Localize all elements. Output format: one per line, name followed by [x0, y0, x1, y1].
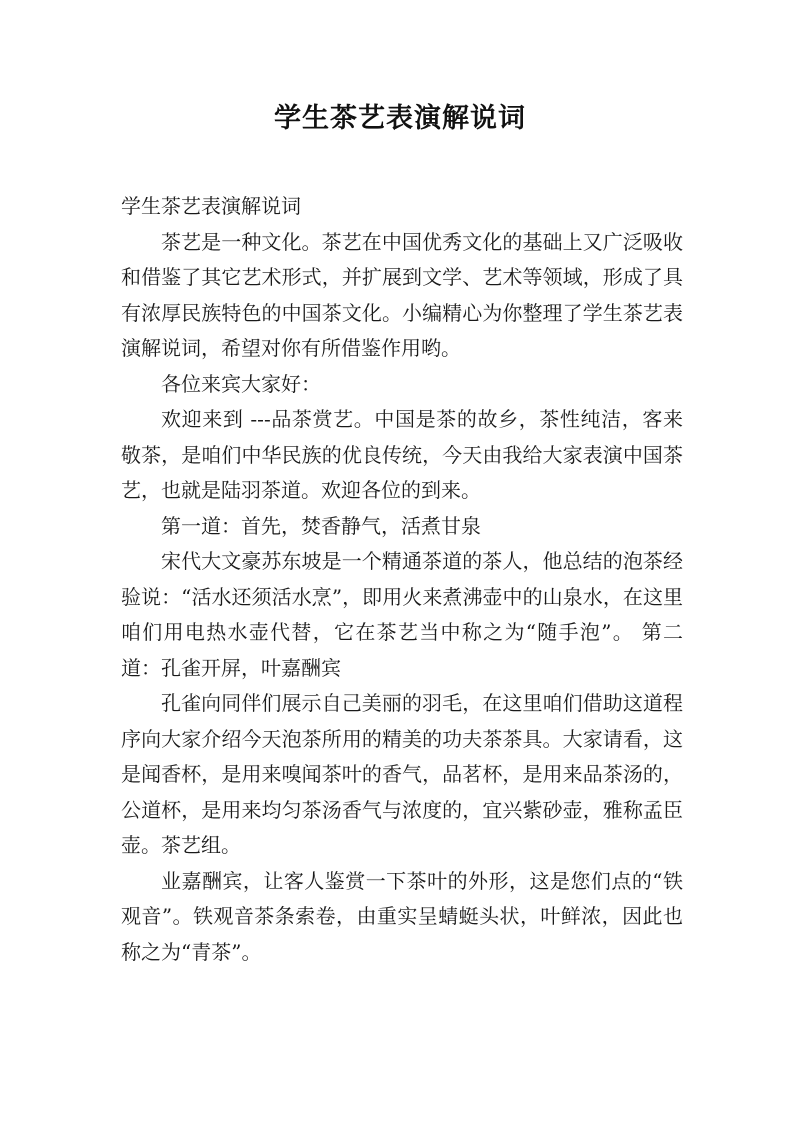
- document-title: 学生茶艺表演解说词: [274, 103, 526, 134]
- paragraph-greeting: 各位来宾大家好：: [161, 371, 321, 396]
- paragraph-subtitle: 学生茶艺表演解说词: [121, 194, 301, 218]
- paragraph-step-one-body: 宋代大文豪苏东坡是一个精通茶道的茶人，他总结的泡茶经验说：“活水还须活水烹”，即用火来煮沸壶中的山泉水，在这里咱们用电热水壶代替，它在茶艺当中称之为“随手泡”。 第二道：孔雀开屏，叶嘉酬宾: [121, 549, 683, 680]
- paragraph-step-three-body: 业嘉酬宾，让客人鉴赏一下茶叶的外形，这是您们点的“铁观音”。铁观音茶条索卷，由重实呈蜻蜓头状，叶鲜浓，因此也称之为“青茶”。: [121, 868, 683, 964]
- paragraph-intro: 茶艺是一种文化。茶艺在中国优秀文化的基础上又广泛吸收和借鉴了其它艺术形式，并扩展到文学、艺术等领域，形成了具有浓厚民族特色的中国茶文化。小编精心为你整理了学生茶艺表演解说词，希望对你有所借鉴作用哟。: [121, 229, 683, 360]
- paragraph-step-one-heading: 第一道：首先，焚香静气，活煮甘泉: [161, 513, 481, 538]
- paragraph-welcome: 欢迎来到 ---品茶赏艺。中国是茶的故乡，茶性纯洁，客来敬茶，是咱们中华民族的优良传统，今天由我给大家表演中国茶艺，也就是陆羽茶道。欢迎各位的到来。: [121, 407, 683, 502]
- document-body: [121, 189, 683, 970]
- paragraph-step-two-body: 孔雀向同伴们展示自己美丽的羽毛，在这里咱们借助这道程序向大家介绍今天泡茶所用的精美的功夫茶茶具。大家请看，这是闻香杯，是用来嗅闻茶叶的香气，品茗杯，是用来品茶汤的，公道杯，是用来均匀茶汤香气与浓度的，宜兴紫砂壶，雅称孟臣壶。茶艺组。: [121, 691, 683, 857]
